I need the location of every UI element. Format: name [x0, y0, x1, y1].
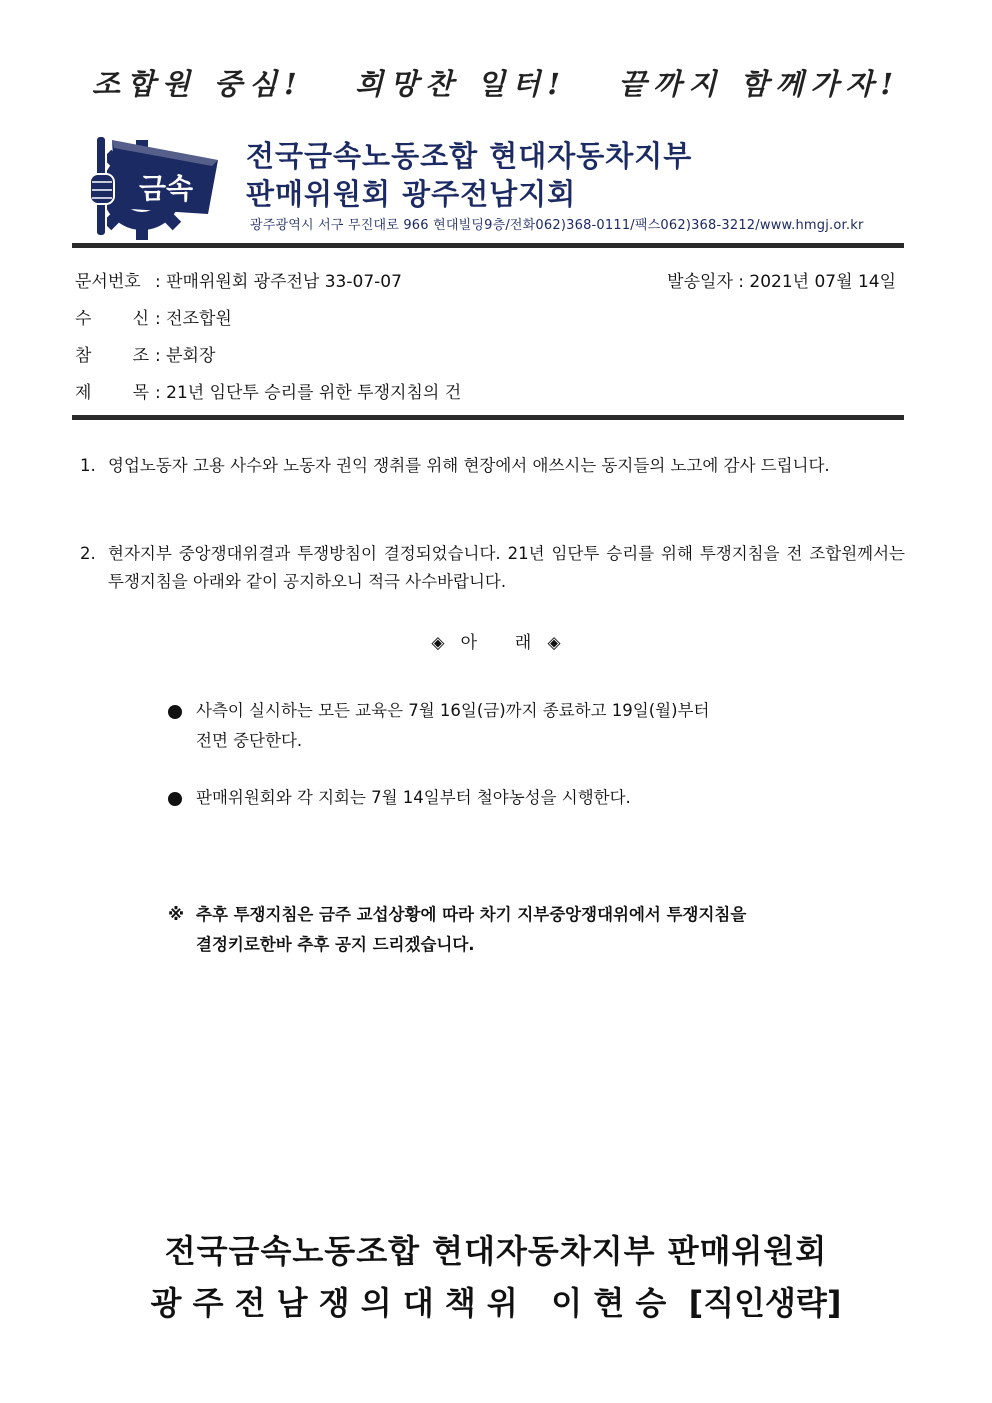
paragraph-2: [80, 540, 905, 596]
subject-label-b: 목: [132, 383, 149, 403]
paragraph-1-number: 1.: [80, 456, 96, 475]
paragraph-2-number: 2.: [80, 544, 96, 563]
org-name-line2: 판매위원회 광주전남지회: [246, 177, 577, 211]
reference-mark-icon: ※: [168, 905, 185, 924]
reference-label-b: 조: [132, 346, 149, 366]
footer-signature: 광 주 전 남 쟁 의 대 책 위 이 현 승 [직인생략]: [150, 1284, 842, 1322]
org-address: 광주광역시 서구 무진대로 966 현대빌딩9층/전화062)368-0111/팩스062)368-3212/www.hmgj.or.kr: [250, 218, 864, 233]
logo-text: 금속: [138, 172, 194, 205]
doc-number-label: 문서번호: [75, 272, 141, 292]
reference-label-a: 참: [75, 346, 92, 366]
reference: : 분회장: [155, 346, 216, 366]
subject-row: [75, 378, 461, 403]
paragraph-1: [80, 452, 905, 480]
note: [168, 900, 868, 960]
directive-2: [168, 783, 818, 813]
org-name-line1: 전국금속노동조합 현대자동차지부: [246, 139, 693, 173]
recipient-label-a: 수: [75, 309, 92, 329]
directive-2-text: 판매위원회와 각 지회는 7월 14일부터 철야농성을 시행한다.: [196, 788, 631, 807]
meta-divider: [72, 415, 904, 420]
subject: : 21년 임단투 승리를 위한 투쟁지침의 건: [155, 383, 462, 403]
header-divider: [72, 243, 904, 248]
bullet-dot-icon: [168, 705, 182, 719]
directive-1-line2: 전면 중단한다.: [196, 731, 303, 750]
bullet-dot-icon: [168, 792, 182, 806]
doc-number: : 판매위원회 광주전남 33-07-07: [155, 272, 402, 292]
directive-1: [168, 696, 818, 756]
recipient: : 전조합원: [155, 309, 232, 329]
arae-heading: ◈ 아 래 ◈: [431, 633, 561, 653]
footer-org: 전국금속노동조합 현대자동차지부 판매위원회: [164, 1232, 828, 1270]
slogan: 조합원 중심! 희망찬 일터! 끝까지 함께가자!: [91, 67, 901, 101]
recipient-label-b: 신: [132, 309, 149, 329]
paragraph-2-text: 현자지부 중앙쟁대위결과 투쟁방침이 결정되었습니다. 21년 임단투 승리를 위해 투쟁지침을 전 조합원께서는 투쟁지침을 아래와 같이 공지하오니 적극 사수바랍니다.: [108, 544, 905, 591]
doc-number-row: [75, 267, 402, 292]
note-line2: 결정키로한바 추후 공지 드리겠습니다.: [196, 935, 475, 954]
send-date: 발송일자 : 2021년 07월 14일: [667, 272, 896, 292]
subject-label-a: 제: [75, 383, 92, 403]
recipient-row: [75, 304, 232, 329]
union-logo-icon: [84, 130, 224, 242]
directive-1-line1: 사측이 실시하는 모든 교육은 7월 16일(금)까지 종료하고 19일(월)부터: [196, 701, 710, 720]
paragraph-1-text: 영업노동자 고용 사수와 노동자 권익 쟁취를 위해 현장에서 애쓰시는 동지들의 노고에 감사 드립니다.: [108, 456, 830, 475]
note-line1: 추후 투쟁지침은 금주 교섭상황에 따라 차기 지부중앙쟁대위에서 투쟁지침을: [196, 905, 747, 924]
reference-row: [75, 341, 215, 366]
